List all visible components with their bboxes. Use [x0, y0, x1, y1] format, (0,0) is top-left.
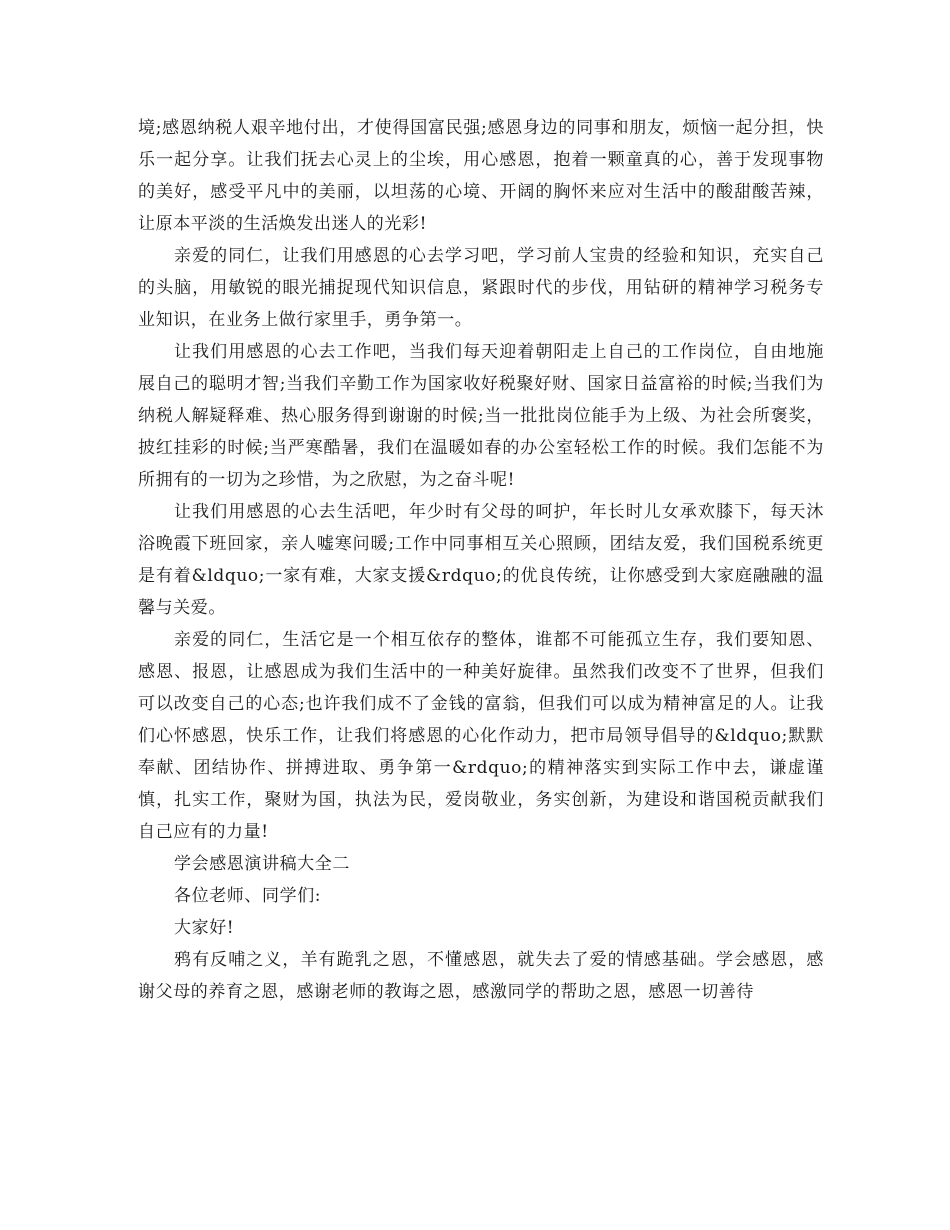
salutation: 各位老师、同学们:: [174, 886, 322, 906]
greeting: 大家好!: [174, 918, 235, 938]
paragraph-study: 亲爱的同仁，让我们用感恩的心去学习吧，学习前人宝贵的经验和知识，充实自己的头脑，用敏锐的眼光捕捉现代知识信息，紧跟时代的步伐，用钻研的精神学习税务专业知识，在业务上做行家里手，勇争第一。: [138, 246, 824, 330]
section-heading: 学会感恩演讲稿大全二: [174, 854, 350, 874]
paragraph-conclusion: 亲爱的同仁，生活它是一个相互依存的整体，谁都不可能孤立生存，我们要知恩、感恩、报恩，让感恩成为我们生活中的一种美好旋律。虽然我们改变不了世界，但我们可以改变自己的心态;也许我们成不了金钱的富翁，但我们可以成为精神富足的人。让我们心怀感恩，快乐工作，让我们将感恩的心化作动力，把市局领导倡导的&ldquo;默默奉献、团结协作、拼搏进取、勇争第一&rdquo;的精神落实到实际工作中去，谦虚谨慎，扎实工作，聚财为国，执法为民，爱岗敬业，务实创新，为建设和谐国税贡献我们自己应有的力量!: [138, 630, 824, 842]
paragraph-continuation: 境;感恩纳税人艰辛地付出，才使得国富民强;感恩身边的同事和朋友，烦恼一起分担，快乐一起分享。让我们抚去心灵上的尘埃，用心感恩，抱着一颗童真的心，善于发现事物的美好，感受平凡中的美丽，以坦荡的心境、开阔的胸怀来应对生活中的酸甜酸苦辣，让原本平淡的生活焕发出迷人的光彩!: [138, 118, 824, 234]
document-page: [138, 112, 824, 1008]
paragraph-work: 让我们用感恩的心去工作吧，当我们每天迎着朝阳走上自己的工作岗位，自由地施展自己的聪明才智;当我们辛勤工作为国家收好税聚好财、国家日益富裕的时候;当我们为纳税人解疑释难、热心服务得到谢谢的时候;当一批批岗位能手为上级、为社会所褒奖，披红挂彩的时候;当严寒酷暑，我们在温暖如春的办公室轻松工作的时候。我们怎能不为所拥有的一切为之珍惜，为之欣慰，为之奋斗呢!: [138, 342, 824, 490]
paragraph-intro: 鸦有反哺之义，羊有跪乳之恩，不懂感恩，就失去了爱的情感基础。学会感恩，感谢父母的养育之恩，感谢老师的教诲之恩，感激同学的帮助之恩，感恩一切善待: [138, 950, 824, 1002]
paragraph-life: 让我们用感恩的心去生活吧，年少时有父母的呵护，年长时儿女承欢膝下，每天沐浴晚霞下班回家，亲人嘘寒问暖;工作中同事相互关心照顾，团结友爱，我们国税系统更是有着&ldquo;一家有难，大家支援&rdquo;的优良传统，让你感受到大家庭融融的温馨与关爱。: [138, 502, 824, 618]
